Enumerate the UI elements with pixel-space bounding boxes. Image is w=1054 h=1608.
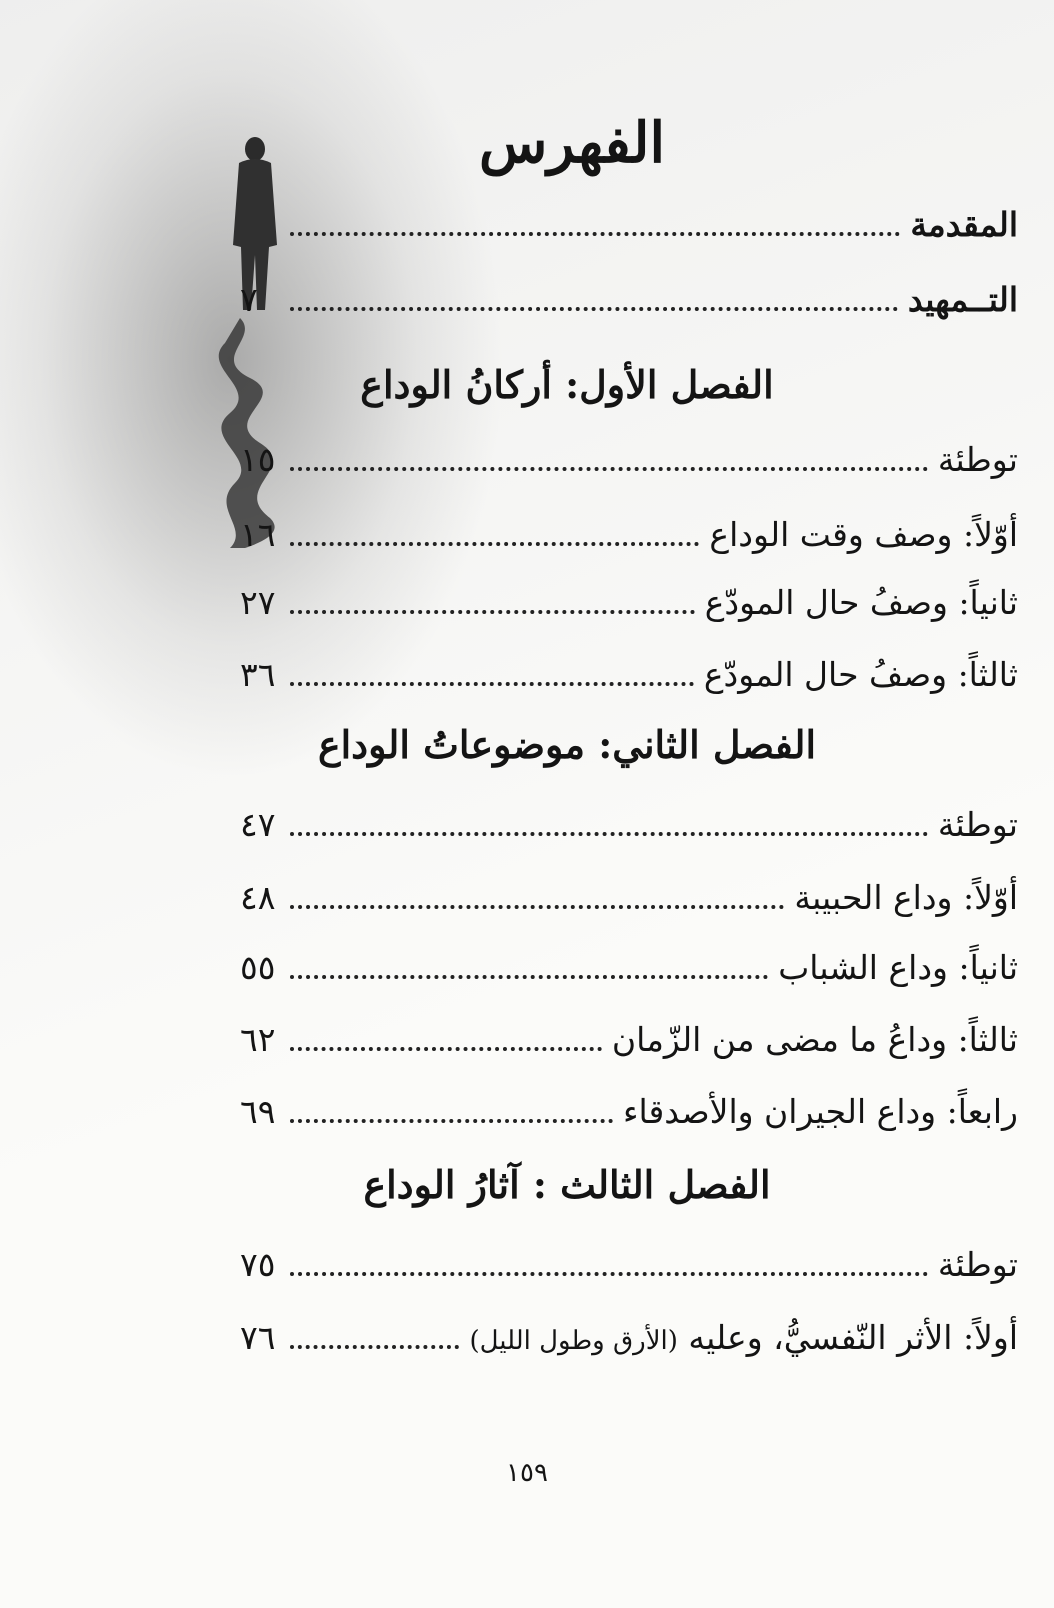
entry-label [469,1318,1018,1357]
leader-dots [290,609,695,614]
entry-label-note: (الأرق وطول الليل) [469,1326,678,1356]
entry-label: رابعاً: وداع الجيران والأصدقاء [622,1092,1018,1131]
toc-entry[interactable] [240,515,1018,565]
entry-label: توطئة [937,440,1018,479]
leader-dots [290,231,900,236]
entry-label-main: أولاً: الأثر النّفسيُّ، وعليه [688,1318,1018,1357]
entry-label: توطئة [937,1245,1018,1284]
leader-dots [290,306,898,311]
leader-dots [290,541,699,546]
entry-label: أوّلاً: وصف وقت الوداع [709,515,1018,554]
leader-dots [290,1046,602,1051]
toc-entry-preface[interactable] [240,280,1018,330]
leader-dots [290,1271,928,1276]
leader-dots [290,466,928,471]
toc-entry[interactable] [240,655,1018,705]
toc-entry[interactable] [240,878,1018,928]
toc-entry[interactable] [240,1020,1018,1070]
entry-label: المقدمة [910,205,1018,244]
leader-dots [290,831,928,836]
toc-entry[interactable] [240,948,1018,998]
entry-page: ٧ [240,280,258,319]
toc-entry[interactable] [240,1092,1018,1142]
chapter-heading: الفصل الأول: أركانُ الوداع [360,362,774,407]
entry-page: ٧٥ [240,1245,276,1284]
entry-page: ٢٧ [240,583,276,622]
entry-label: التــمهيد [907,280,1018,319]
entry-label: ثانياً: وداع الشباب [778,948,1018,987]
page-title: الفهرس [478,110,666,176]
toc-entry[interactable] [240,583,1018,633]
entry-label: توطئة [937,805,1018,844]
entry-page: ٦٢ [240,1020,276,1059]
chapter-heading: الفصل الثاني: موضوعاتُ الوداع [317,722,817,767]
entry-page: ١٦ [240,515,276,554]
toc-entry[interactable] [240,1318,1018,1368]
leader-dots [290,1344,459,1349]
leader-dots [290,681,694,686]
entry-page: ١٥ [240,440,276,479]
entry-page: ٥٥ [240,948,276,987]
entry-label: ثانياً: وصفُ حال المودّع [704,583,1018,622]
entry-page: ٤٧ [240,805,276,844]
entry-page: ٤٨ [240,878,276,917]
leader-dots [290,904,784,909]
entry-page: ٧٦ [240,1318,276,1357]
leader-dots [290,1118,613,1123]
entry-page: ٣٦ [240,655,276,694]
toc-entry-intro[interactable] [240,205,1018,255]
entry-label: ثالثاً: وصفُ حال المودّع [703,655,1018,694]
page-number: ١٥٩ [506,1458,548,1488]
chapter-heading: الفصل الثالث : آثارُ الوداع [363,1162,771,1207]
toc-entry[interactable] [240,440,1018,490]
entry-page: ٦٩ [240,1092,276,1131]
entry-label: ثالثاً: وداعُ ما مضى من الزّمان [611,1020,1018,1059]
toc-entry[interactable] [240,1245,1018,1295]
entry-label: أوّلاً: وداع الحبيبة [794,878,1018,917]
toc-entry[interactable] [240,805,1018,855]
leader-dots [290,974,768,979]
